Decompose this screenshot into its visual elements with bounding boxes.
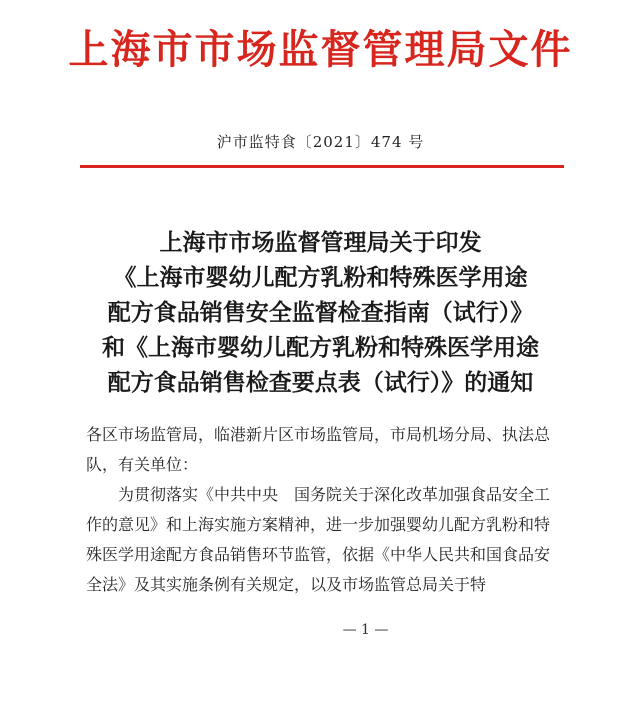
title-line: 配方食品销售检查要点表（试行）》的通知 — [107, 369, 534, 396]
title-line: 《上海市婴幼儿配方乳粉和特殊医学用途 — [113, 264, 528, 291]
page-number-footer — [0, 622, 641, 638]
title-line: 上海市市场监督管理局关于印发 — [159, 229, 482, 256]
body-paragraph: 为贯彻落实《中共中央 国务院关于深化改革加强食品安全工作的意见》和上海实施方案精神，进一步加强婴幼儿配方乳粉和特殊医学用途配方食品销售环节监管，依据《中华人民共和国食品安全法》及其实施条例有关规定，以及市场监管总局关于特 — [86, 485, 551, 594]
title-line: 和《上海市婴幼儿配方乳粉和特殊医学用途 — [102, 334, 539, 361]
document-number: 沪市监特食〔2021〕474 号 — [216, 133, 425, 151]
page-number: — 1 — — [342, 622, 389, 638]
title-line: 配方食品销售安全监督检查指南（试行）》 — [107, 299, 534, 326]
addressee-paragraph: 各区市场监管局，临港新片区市场监管局，市局机场分局、执法总队，有关单位： — [86, 425, 551, 474]
issuing-authority-header: 上海市市场监督管理局文件 — [68, 26, 573, 73]
notice-body — [86, 420, 564, 600]
notice-title — [60, 225, 581, 400]
red-divider-line — [80, 165, 564, 168]
